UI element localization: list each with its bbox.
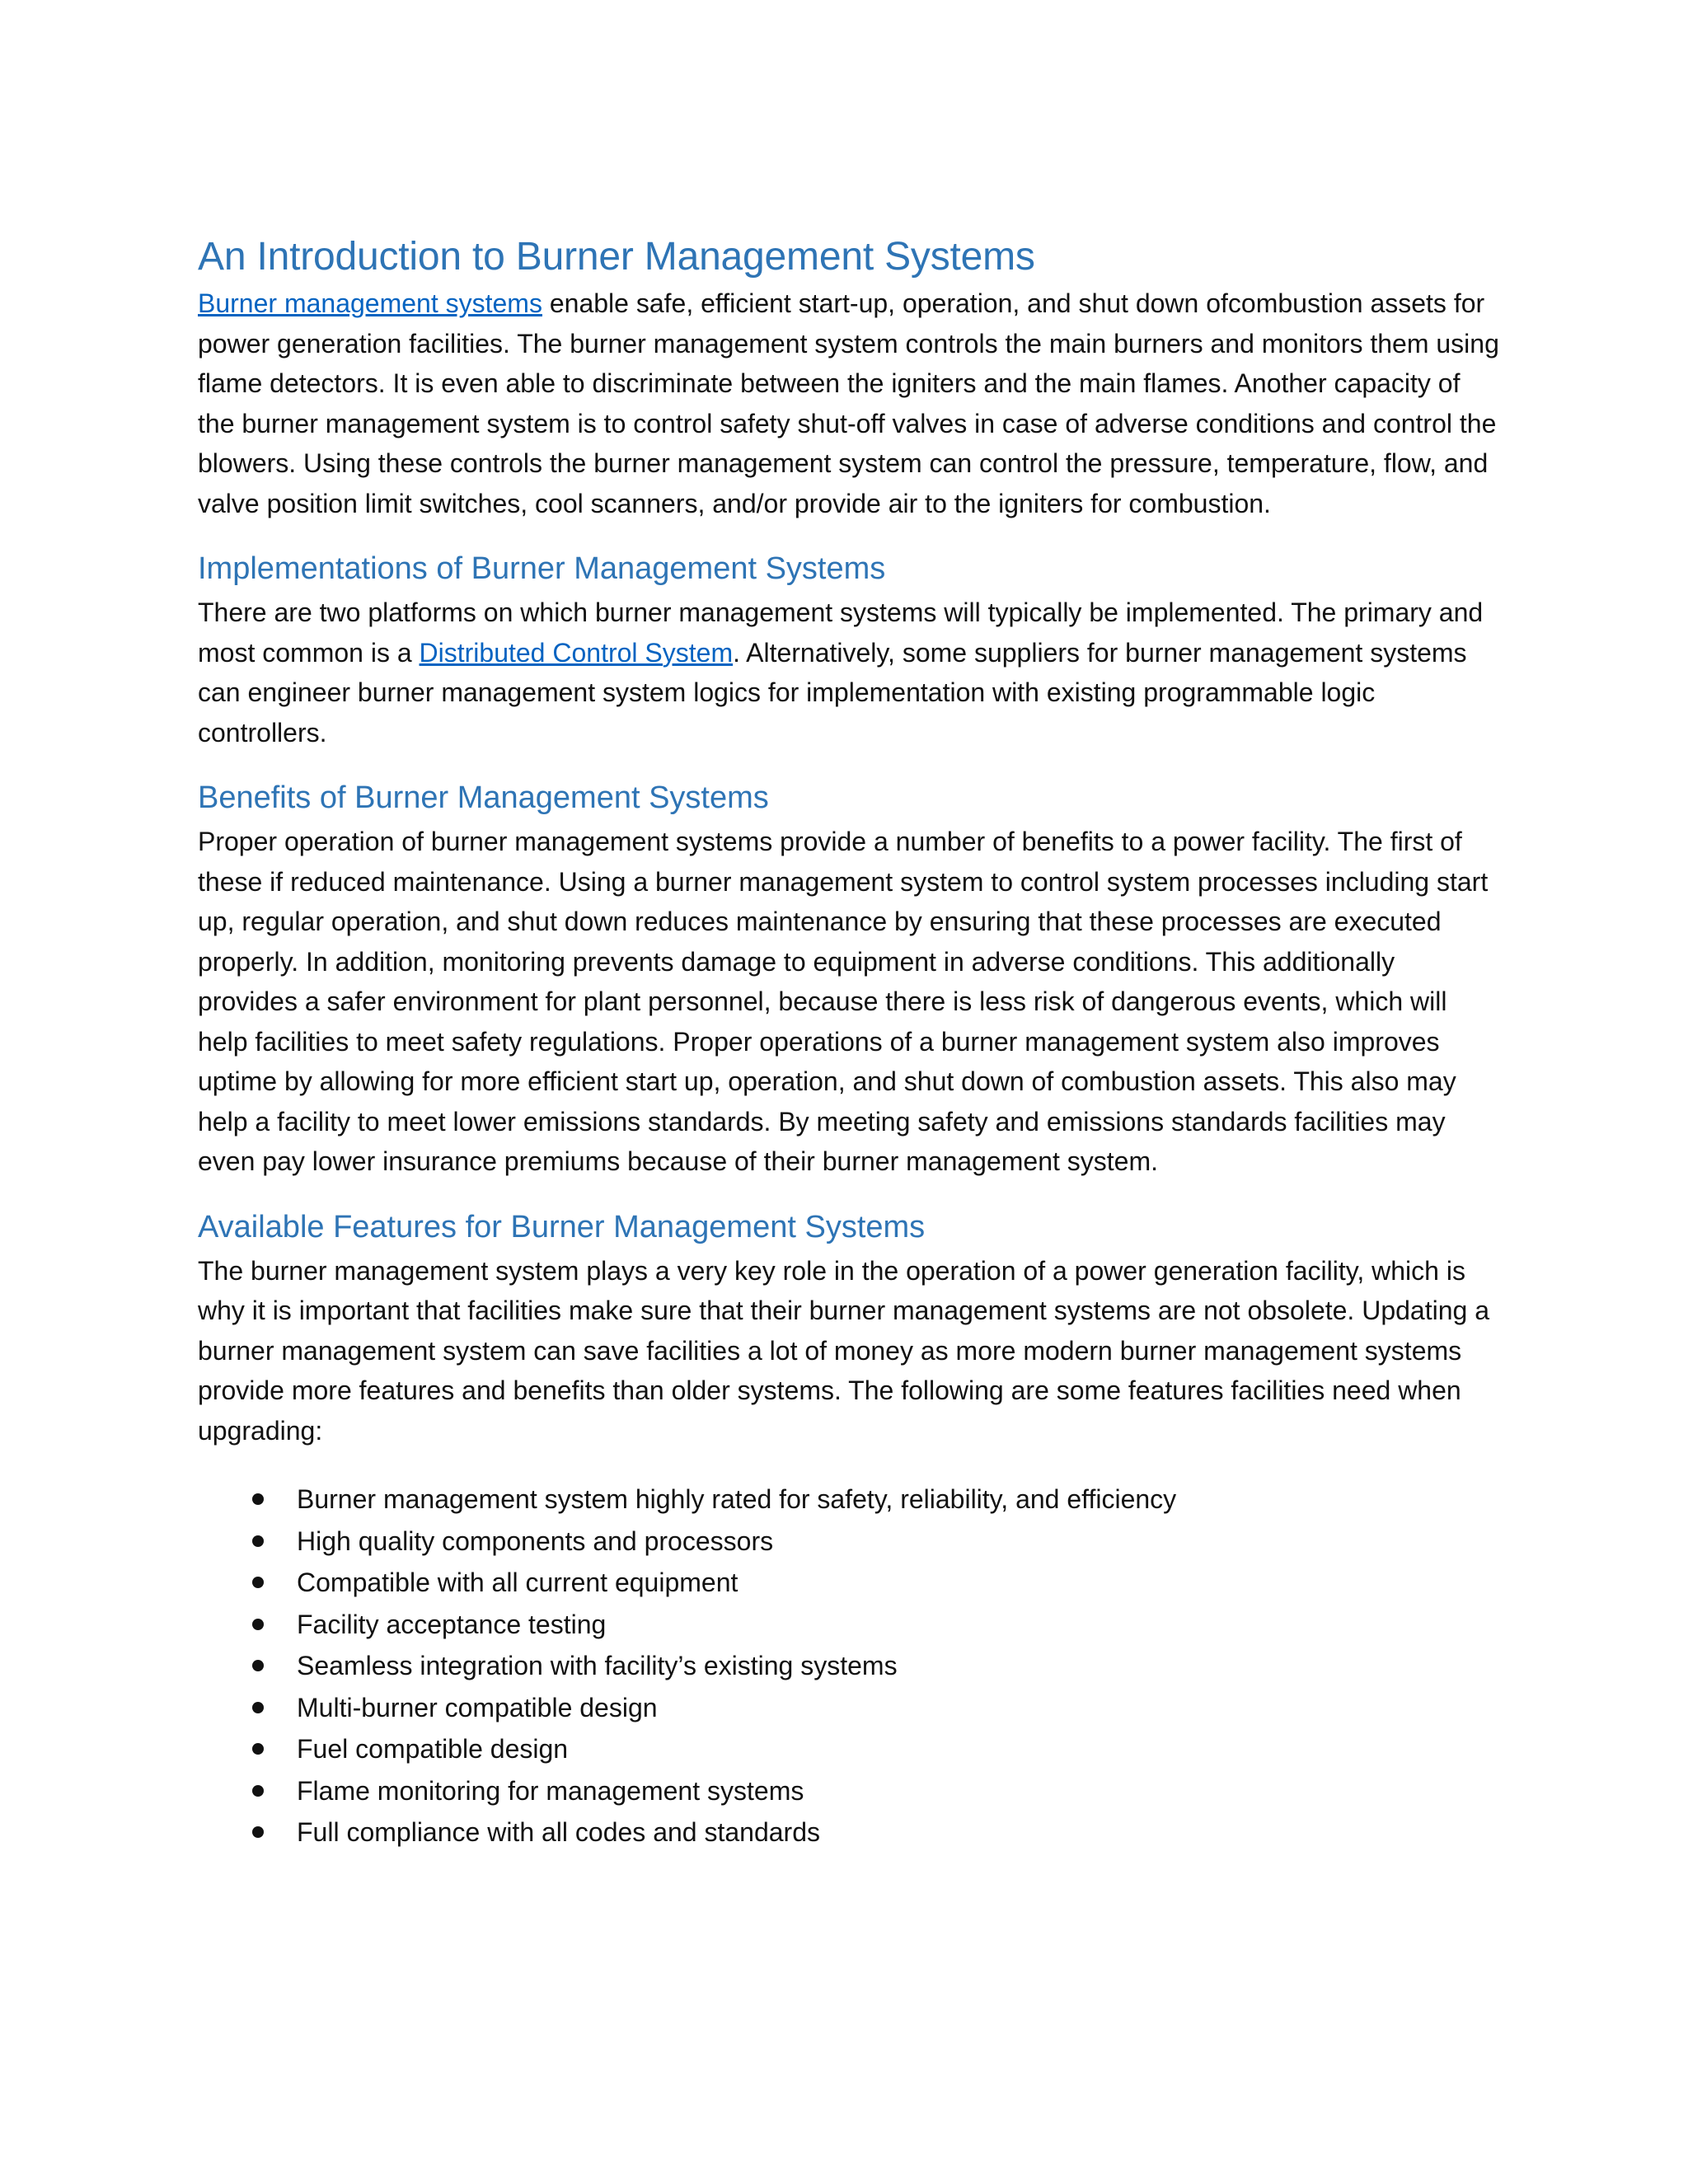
list-item	[198, 1687, 1500, 1729]
bullet-icon	[252, 1826, 264, 1838]
implementations-heading: Implementations of Burner Management Systems	[198, 551, 886, 586]
list-item	[198, 1562, 1500, 1604]
list-item	[198, 1811, 1500, 1854]
bullet-icon	[252, 1493, 264, 1505]
bullet-icon	[252, 1619, 264, 1630]
list-item	[198, 1728, 1500, 1770]
bullet-icon	[252, 1660, 264, 1671]
list-item-text: High quality components and processors	[297, 1526, 774, 1556]
list-item	[198, 1770, 1500, 1812]
list-item	[198, 1521, 1500, 1563]
benefits-paragraph: Proper operation of burner management systems provide a number of benefits to a power facility. The first of these if reduced maintenance. Using a burner management system to control system processes including start up, regular operation, and shut down reduces maintenance by ensuring that these processes are executed properly. In addition, monitoring prevents damage to equipment in adverse conditions. This additionally provides a safer environment for plant personnel, because there is less risk of dangerous events, which will help facilities to meet safety regulations. Proper operations of a burner management system also improves uptime by allowing for more efficient start up, operation, and shut down of combustion assets. This also may help a facility to meet lower emissions standards. By meeting safety and emissions standards facilities may even pay lower insurance premiums because of their burner management system.	[198, 827, 1489, 1176]
bullet-icon	[252, 1785, 264, 1797]
implementations-text-before: There are two platforms on which burner management systems will typically be implemented. The primary and most common is a	[198, 598, 1484, 668]
benefits-heading: Benefits of Burner Management Systems	[198, 780, 769, 815]
list-item	[198, 1645, 1500, 1687]
list-item-text: Fuel compatible design	[297, 1734, 569, 1764]
list-item-text: Facility acceptance testing	[297, 1609, 607, 1639]
features-paragraph: The burner management system plays a very key role in the operation of a power generation facility, which is why it is important that facilities make sure that their burner management systems are not obsolete. Updating a burner management system can save facilities a lot of money as more modern burner management systems provide more features and benefits than older systems. The following are some features facilities need when upgrading:	[198, 1255, 1489, 1446]
document-page	[198, 232, 1500, 1854]
implementations-paragraph	[198, 593, 1500, 752]
page-title: An Introduction to Burner Management Systems	[198, 235, 1035, 279]
implementations-text-after: . Alternatively, some suppliers for burner management systems can engineer burner management system logics for implementation with existing programmable logic controllers.	[198, 637, 1467, 748]
bullet-icon	[252, 1577, 264, 1588]
features-heading: Available Features for Burner Management Systems	[198, 1209, 926, 1244]
list-item-text: Burner management system highly rated for safety, reliability, and efficiency	[297, 1484, 1177, 1514]
bullet-icon	[252, 1535, 264, 1547]
list-item-text: Full compliance with all codes and standards	[297, 1817, 820, 1847]
intro-paragraph	[198, 284, 1500, 523]
features-list	[198, 1479, 1500, 1854]
burner-management-systems-link[interactable]: Burner management systems	[198, 288, 542, 318]
bullet-icon	[252, 1743, 264, 1755]
list-item-text: Compatible with all current equipment	[297, 1568, 738, 1597]
list-item-text: Seamless integration with facility’s existing systems	[297, 1651, 898, 1680]
intro-text: enable safe, efficient start-up, operation, and shut down ofcombustion assets for power generation facilities. The burner management system controls the main burners and monitors them using flame detectors. It is even able to discriminate between the igniters and the main flames. Another capacity of the burner management system is to control safety shut-off valves in case of adverse conditions and control the blowers. Using these controls the burner management system can control the pressure, temperature, flow, and valve position limit switches, cool scanners, and/or provide air to the igniters for combustion.	[198, 288, 1499, 518]
list-item	[198, 1479, 1500, 1521]
list-item-text: Multi-burner compatible design	[297, 1692, 658, 1722]
list-item	[198, 1604, 1500, 1646]
distributed-control-system-link[interactable]: Distributed Control System	[419, 637, 734, 668]
list-item-text: Flame monitoring for management systems	[297, 1775, 804, 1806]
bullet-icon	[252, 1702, 264, 1713]
